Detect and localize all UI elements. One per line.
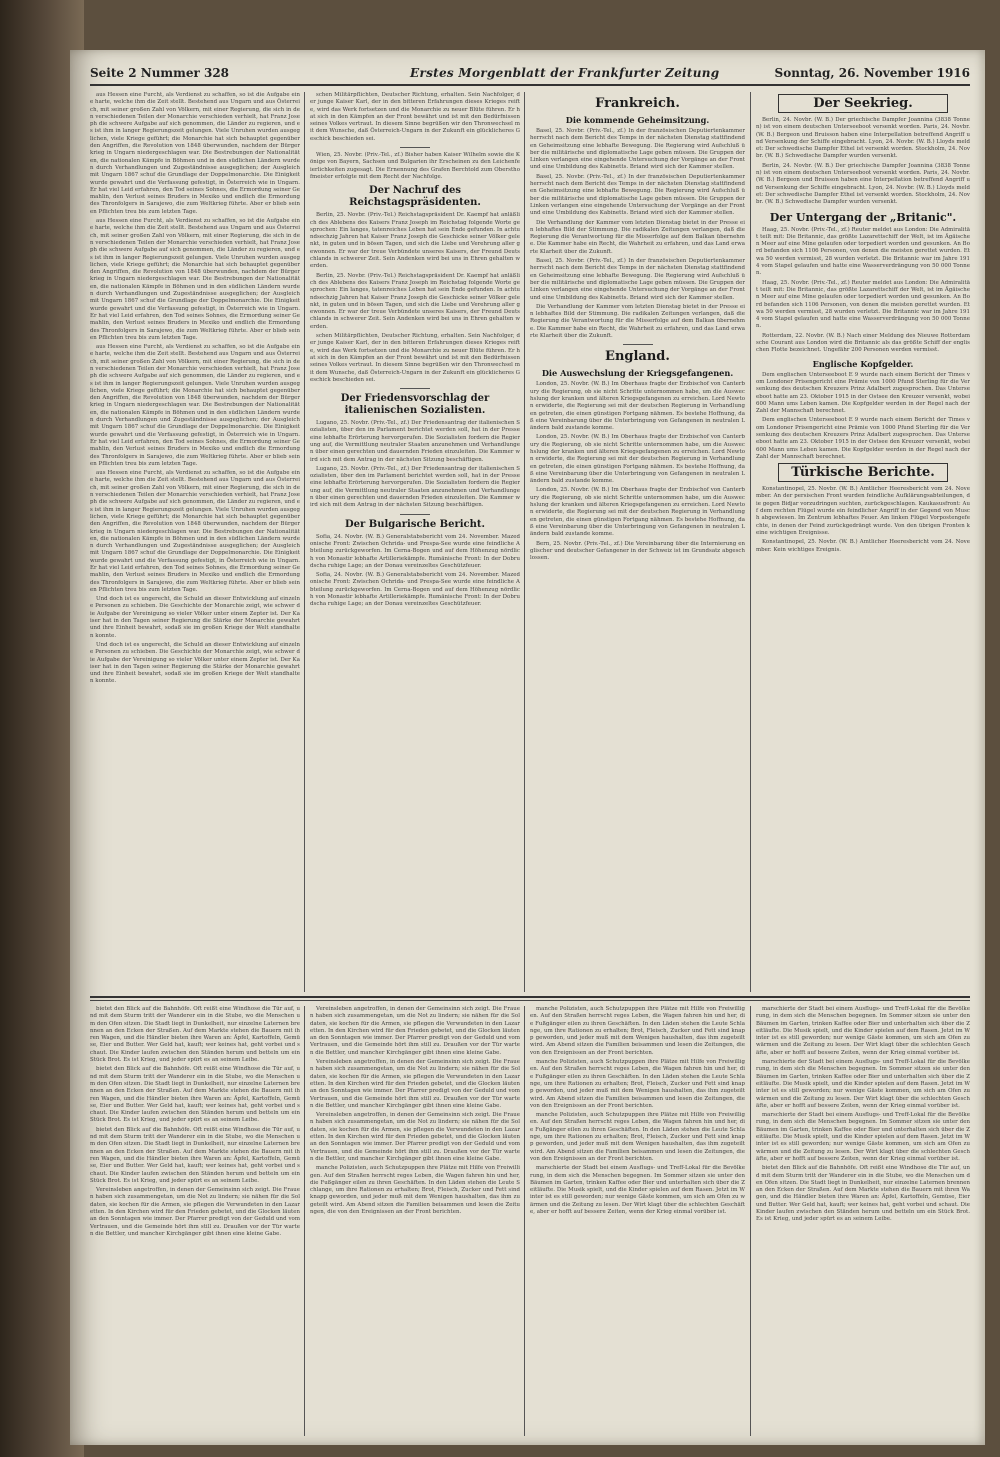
page-header [90,64,970,86]
article-title: Englische Kopfgelder. [812,358,914,369]
paragraph: Berlin, 24. Novbr. (W. B.) Der griechische Dampfer Joannina (3838 Tonnen) ist von einem deutschen Unterseeboot versenkt worden. Paris, 24. Novbr. (W. B.) Bergeon und Bruisson haben eine Interpellation betreffend Angriff und Versenkung der Schiffe eingebracht. Lyon, 24. Novbr. (W. B.) Lloyds meldet: Der schwedische Dampfer Ethel ist versenkt worden. Stockholm, 24. Novbr. (W. B.) Schwedische Dampfer wurden versenkt. [756,117,970,160]
issue-date: Sonntag, 26. November 1916 [774,66,970,80]
article-body [756,372,970,462]
column-1 [90,92,300,992]
column-4 [756,92,970,992]
paragraph: Lugano, 25. Novbr. (Priv.-Tel., zf.) Der Friedensantrag der italienischen Sozialisten, über den im Parlament berichtet werden soll, hat in der Presse eine lebhafte Erörterung hervorgerufen. Die Sozialisten fordern die Regierung auf, die Vermittlung neutraler Staaten anzunehmen und Verhandlungen über einen gerechten und dauernden Frieden einzuleiten. Die Kammer wird sich mit dem Antrag in der nächsten Sitzung beschäftigen. [310,465,520,509]
column-divider [524,1006,525,1436]
page-number: Seite 2 Nummer 328 [90,66,230,80]
article-body [310,1006,520,1216]
article-body [90,92,300,686]
feuilleton-column-1 [90,1006,300,1436]
paragraph: Vereinsleben angetroffen, in denen der Gemeinsinn sich zeigt. Die Frauen haben sich zusammengetan, um die Not zu lindern; sie nähen für die Soldaten, sie kochen für die Armen, sie pflegen die Verwundeten in den Lazaretten. In den Kirchen wird für den Frieden gebetet, und die Glocken läuten an den Sonntagen wie immer. Der Pfarrer predigt von der Geduld und vom Vertrauen, und die Gemeinde hört ihm still zu. Draußen vor der Tür warten die Bettler, und mancher Kirchgänger gibt ihnen eine kleine Gabe. [310,1112,520,1162]
divider [623,344,653,345]
paragraph: aus Hessen eine Furcht, als Verdienst zu schaffen, so ist die Aufgabe eine harte, welche ihm die Zeit stellt. Bestehend aus Ungarn und aus Österreich, mit seiner großen Zahl von Völkern, mit einer Regierung, die sich in den verschiedenen Teilen der Monarchie verschieden verhielt, hat Franz Joseph die schwere Aufgabe auf sich genommen, die Länder zu regieren, und es ist ihm in langer Regierungszeit gelungen. Viele Unruhen wurden ausgeglichen, viele Kriege geführt; die Monarchie hat sich behauptet gegenüber den Angriffen, die Revolution von 1848 überwunden, nachdem der Bürgerkrieg in Ungarn niedergeschlagen war. Die Bestrebungen der Nationalitäten, die nationalen Kämpfe in Böhmen und in den südlichen Ländern wurden durch Verhandlungen und Zugeständnisse ausgeglichen; der Ausgleich mit Ungarn 1867 schuf die Grundlage der Doppelmonarchie. Die Einigkeit wurde gewahrt und die Verfassung gefestigt, in Österreich wie in Ungarn. Er hat viel Leid erfahren, den Tod seines Sohnes, die Ermordung seiner Gemahlin, den Verlust seines Bruders in Mexiko und endlich die Ermordung des Thronfolgers in Sarajewo, die zum Weltkrieg führte. Aber er blieb seinen Pflichten treu bis zum letzten Tage. [90,470,300,593]
paragraph: Sofia, 24. Novbr. (W. B.) Generalstabsbericht vom 24. November. Mazedonische Front: Zwischen Ochrida- und Prespa-See wurde eine feindliche Abteilung zurückgeworfen. Im Cerna-Bogen und auf dem Höhenzug nördlich von Monastir lebhafte Artilleriekämpfe. Rumänische Front: In der Dobrudscha ruhige Lage; an der Donau vereinzeltes Geschützfeuer. [310,533,520,569]
paragraph: bietet den Blick auf die Bahnhöfe. Oft reißt eine Windhose die Tür auf, und mit dem Sturm tritt der Wanderer ein in die Stube, wo die Menschen um den Ofen sitzen. Die Stadt liegt in Dunkelheit, nur einzelne Laternen brennen an den Ecken der Straßen. Auf dem Markte stehen die Bauern mit ihren Wagen, und die Händler bieten ihre Waren an: Äpfel, Kartoffeln, Gemüse, Eier und Butter. Wer Geld hat, kauft; wer keines hat, geht vorbei und schaut. Die Kinder laufen zwischen den Ständen herum und betteln um ein Stück Brot. Es ist Krieg, und jeder spürt es an seinem Leibe. [756,1165,970,1223]
feuilleton-divider [90,996,970,998]
article-body [756,227,970,355]
paragraph: Basel, 25. Novbr. (Priv.-Tel., zf.) In der französischen Deputiertenkammer herrscht nach dem Bericht des Temps in der nächsten Dienstag stattfindenden Geheimsitzung eine lebhafte Bewegung. Die Regierung wird Aufschluß über die militärische und diplomatische Lage geben müssen. Die Gruppen der Linken verlangen eine eingehende Untersuchung der Vorgänge an der Front und eine Umbildung des Kabinetts. Briand wird sich der Kammer stellen. [530,258,745,301]
article-body [530,1006,745,1216]
column-2 [310,92,520,992]
paragraph: manche Polizisten, auch Schutzpuppen ihre Plätze mit Hilfe von Freiwilligen. Auf den Straßen herrscht reges Leben, die Wagen fahren hin und her, die Fußgänger eilen zu ihren Geschäften. In den Läden stehen die Leute Schlange, um ihre Rationen zu erhalten; Brot, Fleisch, Zucker und Fett sind knapp geworden, und jeder muß mit dem Wenigen haushalten, das ihm zugeteilt wird. Am Abend sitzen die Familien beisammen und lesen die Zeitungen, die von den Ereignissen an der Front berichten. [530,1006,745,1056]
paragraph: Konstantinopel, 25. Novbr. (W. B.) Amtlicher Heeresbericht vom 24. November. An der persischen Front wurden feindliche Aufklärungsabteilungen, die gegen Bidjar vorzudringen suchten, zurückgeschlagen. Kaukasusfront: Auf dem rechten Flügel wurde ein feindlicher Angriff in der Gegend von Musch abgewiesen. Im Zentrum lebhaftes Feuer. Am linken Flügel Vorpostengefechte, in denen der Feind zurückgedrängt wurde. Von den übrigen Fronten keine wichtigen Ereignisse. [756,486,970,536]
divider [400,147,430,148]
article-body [310,420,520,510]
paragraph: marschierte der Stadt bei einem Ausflugs- und Treff-Lokal für die Bevölkerung, in dem sich die Menschen begegnen. Im Sommer sitzen sie unter den Bäumen im Garten, trinken Kaffee oder Bier und unterhalten sich über die Zeitläufte. Die Musik spielt, und die Kinder spielen auf dem Rasen. Jetzt im Winter ist es still geworden; nur wenige Gäste kommen, um sich am Ofen zu wärmen und die Zeitung zu lesen. Der Wirt klagt über die schlechten Geschäfte, aber er hofft auf bessere Zeiten, wenn der Krieg einmal vorüber ist. [530,1165,745,1216]
paragraph: Lugano, 25. Novbr. (Priv.-Tel., zf.) Der Friedensantrag der italienischen Sozialisten, über den im Parlament berichtet werden soll, hat in der Presse eine lebhafte Erörterung hervorgerufen. Die Sozialisten fordern die Regierung auf, die Vermittlung neutraler Staaten anzunehmen und Verhandlungen über einen gerechten und dauernden Frieden einzuleiten. Die Kammer wird sich mit dem Antrag in der nächsten Sitzung beschäftigen. [310,420,520,463]
paragraph: Die Verhandlung der Kammer vom letzten Dienstag bietet in der Presse ein lebhaftes Bild der Stimmung. Die radikalen Zeitungen verlangen, daß die Regierung die Verantwortung für die Misserfolge auf dem Balkan übernehme. Die Kammer habe ein Recht, die Wahrheit zu erfahren, und das Land erwarte Klarheit über die Zukunft. [530,303,745,340]
paragraph: Haag, 25. Novbr. (Priv.-Tel., zf.) Reuter meldet aus London: Die Admiralität teilt mit: Die Britannic, das größte Lazarettschiff der Welt, ist im Ägäischen Meer auf eine Mine gelaufen oder torpediert worden und gesunken. An Bord befanden sich 1106 Personen, von denen die meisten gerettet wurden. Etwa 50 werden vermisst, 28 wurden verletzt. Die Britannic war im Jahre 1914 vom Stapel gelaufen und hatte eine Wasserverdrängung von 50 000 Tonnen. [756,226,970,277]
paragraph: London, 25. Novbr. (W. B.) Im Oberhaus fragte der Erzbischof von Canterbury die Regierung, ob sie nicht Schritte unternommen habe, um die Auswechslung der kranken und älteren Kriegsgefangenen zu erreichen. Lord Newton erwiderte, die Regierung sei mit der deutschen Regierung in Verhandlungen getreten, die einen günstigen Fortgang nähmen. Es bestehe Hoffnung, daß eine Vereinbarung über die Unterbringung von Gefangenen in neutralen Ländern bald zustande komme. [530,487,745,538]
feuilleton-column-4 [756,1006,970,1436]
article-title: Die kommende Geheimsitzung. [565,115,710,125]
divider [400,388,430,389]
paragraph: Vereinsleben angetroffen, in denen der Gemeinsinn sich zeigt. Die Frauen haben sich zusammengetan, um die Not zu lindern; sie nähen für die Soldaten, sie kochen für die Armen, sie pflegen die Verwundeten in den Lazaretten. In den Kirchen wird für den Frieden gebetet, und die Glocken läuten an den Sonntagen wie immer. Der Pfarrer predigt von der Geduld und vom Vertrauen, und die Gemeinde hört ihm still zu. Draußen vor der Tür warten die Bettler, und mancher Kirchgänger gibt ihnen eine kleine Gabe. [90,1187,300,1237]
article-body [756,1006,970,1224]
paragraph: bietet den Blick auf die Bahnhöfe. Oft reißt eine Windhose die Tür auf, und mit dem Sturm tritt der Wanderer ein in die Stube, wo die Menschen um den Ofen sitzen. Die Stadt liegt in Dunkelheit, nur einzelne Laternen brennen an den Ecken der Straßen. Auf dem Markte stehen die Bauern mit ihren Wagen, und die Händler bieten ihre Waren an: Äpfel, Kartoffeln, Gemüse, Eier und Butter. Wer Geld hat, kauft; wer keines hat, geht vorbei und schaut. Die Kinder laufen zwischen den Ständen herum und betteln um ein Stück Brot. Es ist Krieg, und jeder spürt es an seinem Leibe. [90,1006,300,1064]
paragraph: marschierte der Stadt bei einem Ausflugs- und Treff-Lokal für die Bevölkerung, in dem sich die Menschen begegnen. Im Sommer sitzen sie unter den Bäumen im Garten, trinken Kaffee oder Bier und unterhalten sich über die Zeitläufte. Die Musik spielt, und die Kinder spielen auf dem Rasen. Jetzt im Winter ist es still geworden; nur wenige Gäste kommen, um sich am Ofen zu wärmen und die Zeitung zu lesen. Der Wirt klagt über die schlechten Geschäfte, aber er hofft auf bessere Zeiten, wenn der Krieg einmal vorüber ist. [756,1112,970,1162]
article-title: Der Bulgarische Bericht. [344,518,486,530]
section-heading: Türkische Berichte. [778,463,948,482]
article-body [90,1006,300,1238]
paragraph: schen Militärpflichten, Deutscher Richtung, erhalten. Sein Nachfolger, der junge Kaiser Karl, der in den bitteren Erfahrungen dieses Krieges reifte, wird das Werk fortsetzen und die Monarchie zu neuer Blüte führen. Er hat sich in den Kämpfen an der Front bewährt und ist mit den Bedürfnissen seines Volkes vertraut. In diesem Sinne begrüßen wir den Thronwechsel mit dem Wunsche, daß Österreich-Ungarn in der Zukunft ein glücklicheres Geschick beschieden sei. [310,92,520,142]
paragraph: schen Militärpflichten, Deutscher Richtung, erhalten. Sein Nachfolger, der junge Kaiser Karl, der in den bitteren Erfahrungen dieses Krieges reifte, wird das Werk fortsetzen und die Monarchie zu neuer Blüte führen. Er hat sich in den Kämpfen an der Front bewährt und ist mit den Bedürfnissen seines Volkes vertraut. In diesem Sinne begrüßen wir den Thronwechsel mit dem Wunsche, daß Österreich-Ungarn in der Zukunft ein glücklicheres Geschick beschieden sei. [310,333,520,383]
paragraph: Basel, 25. Novbr. (Priv.-Tel., zf.) In der französischen Deputiertenkammer herrscht nach dem Bericht des Temps in der nächsten Dienstag stattfindenden Geheimsitzung eine lebhafte Bewegung. Die Regierung wird Aufschluß über die militärische und diplomatische Lage geben müssen. Die Gruppen der Linken verlangen eine eingehende Untersuchung der Vorgänge an der Front und eine Umbildung des Kabinetts. Briand wird sich der Kammer stellen. [530,128,745,171]
column-divider [750,92,751,992]
paragraph: London, 25. Novbr. (W. B.) Im Oberhaus fragte der Erzbischof von Canterbury die Regierung, ob sie nicht Schritte unternommen habe, um die Auswechslung der kranken und älteren Kriegsgefangenen zu erreichen. Lord Newton erwiderte, die Regierung sei mit der deutschen Regierung in Verhandlungen getreten, die einen günstigen Fortgang nähmen. Es bestehe Hoffnung, daß eine Vereinbarung über die Unterbringung von Gefangenen in neutralen Ländern bald zustande komme. [530,381,745,432]
column-divider [304,1006,305,1436]
section-heading: Der Seekrieg. [778,94,948,113]
article-title: Der Friedensvorschlag der italienischen Sozialisten. [340,393,490,417]
paragraph: aus Hessen eine Furcht, als Verdienst zu schaffen, so ist die Aufgabe eine harte, welche ihm die Zeit stellt. Bestehend aus Ungarn und aus Österreich, mit seiner großen Zahl von Völkern, mit einer Regierung, die sich in den verschiedenen Teilen der Monarchie verschieden verhielt, hat Franz Joseph die schwere Aufgabe auf sich genommen, die Länder zu regieren, und es ist ihm in langer Regierungszeit gelungen. Viele Unruhen wurden ausgeglichen, viele Kriege geführt; die Monarchie hat sich behauptet gegenüber den Angriffen, die Revolution von 1848 überwunden, nachdem der Bürgerkrieg in Ungarn niedergeschlagen war. Die Bestrebungen der Nationalitäten, die nationalen Kämpfe in Böhmen und in den südlichen Ländern wurden durch Verhandlungen und Zugeständnisse ausgeglichen; der Ausgleich mit Ungarn 1867 schuf die Grundlage der Doppelmonarchie. Die Einigkeit wurde gewahrt und die Verfassung gefestigt, in Österreich wie in Ungarn. Er hat viel Leid erfahren, den Tod seines Sohnes, die Ermordung seiner Gemahlin, den Verlust seines Bruders in Mexiko und endlich die Ermordung des Thronfolgers in Sarajewo, die zum Weltkrieg führte. Aber er blieb seinen Pflichten treu bis zum letzten Tage. [90,92,300,215]
section-heading: Frankreich. [595,96,680,111]
article-body [530,381,745,562]
paragraph: Dem englischen Unterseeboot E 9 wurde nach einem Bericht der Times vom Londoner Prisengericht eine Prämie von 1000 Pfund Sterling für die Versenkung des deutschen Kreuzers Prinz Adalbert zugesprochen. Das Unterseeboot hatte am 23. Oktober 1915 in der Ostsee den Kreuzer versenkt, wobei 600 Mann ums Leben kamen. Die Kopfgelder werden in der Regel nach der Zahl der Mannschaft berechnet. [756,417,970,460]
paragraph: Und doch ist es ungerecht, die Schuld an dieser Entwicklung auf einzelne Personen zu schieben. Die Geschichte der Monarchie zeigt, wie schwer die Aufgabe der Vereinigung so vieler Völker unter einem Zepter ist. Der Kaiser hat in den Tagen seiner Regierung die Stärke der Monarchie gewahrt und ihre Einheit bewahrt, sodaß sie im großen Kriege der Welt standhalten konnte. [90,596,300,639]
paragraph: aus Hessen eine Furcht, als Verdienst zu schaffen, so ist die Aufgabe eine harte, welche ihm die Zeit stellt. Bestehend aus Ungarn und aus Österreich, mit seiner großen Zahl von Völkern, mit einer Regierung, die sich in den verschiedenen Teilen der Monarchie verschieden verhielt, hat Franz Joseph die schwere Aufgabe auf sich genommen, die Länder zu regieren, und es ist ihm in langer Regierungszeit gelungen. Viele Unruhen wurden ausgeglichen, viele Kriege geführt; die Monarchie hat sich behauptet gegenüber den Angriffen, die Revolution von 1848 überwunden, nachdem der Bürgerkrieg in Ungarn niedergeschlagen war. Die Bestrebungen der Nationalitäten, die nationalen Kämpfe in Böhmen und in den südlichen Ländern wurden durch Verhandlungen und Zugeständnisse ausgeglichen; der Ausgleich mit Ungarn 1867 schuf die Grundlage der Doppelmonarchie. Die Einigkeit wurde gewahrt und die Verfassung gefestigt, in Österreich wie in Ungarn. Er hat viel Leid erfahren, den Tod seines Sohnes, die Ermordung seiner Gemahlin, den Verlust seines Bruders in Mexiko und endlich die Ermordung des Thronfolgers in Sarajewo, die zum Weltkrieg führte. Aber er blieb seinen Pflichten treu bis zum letzten Tage. [90,344,300,467]
paragraph: aus Hessen eine Furcht, als Verdienst zu schaffen, so ist die Aufgabe eine harte, welche ihm die Zeit stellt. Bestehend aus Ungarn und aus Österreich, mit seiner großen Zahl von Völkern, mit einer Regierung, die sich in den verschiedenen Teilen der Monarchie verschieden verhielt, hat Franz Joseph die schwere Aufgabe auf sich genommen, die Länder zu regieren, und es ist ihm in langer Regierungszeit gelungen. Viele Unruhen wurden ausgeglichen, viele Kriege geführt; die Monarchie hat sich behauptet gegenüber den Angriffen, die Revolution von 1848 überwunden, nachdem der Bürgerkrieg in Ungarn niedergeschlagen war. Die Bestrebungen der Nationalitäten, die nationalen Kämpfe in Böhmen und in den südlichen Ländern wurden durch Verhandlungen und Zugeständnisse ausgeglichen; der Ausgleich mit Ungarn 1867 schuf die Grundlage der Doppelmonarchie. Die Einigkeit wurde gewahrt und die Verfassung gefestigt, in Österreich wie in Ungarn. Er hat viel Leid erfahren, den Tod seines Sohnes, die Ermordung seiner Gemahlin, den Verlust seines Bruders in Mexiko und endlich die Ermordung des Thronfolgers in Sarajewo, die zum Weltkrieg führte. Aber er blieb seinen Pflichten treu bis zum letzten Tage. [90,218,300,341]
paragraph: Haag, 25. Novbr. (Priv.-Tel., zf.) Reuter meldet aus London: Die Admiralität teilt mit: Die Britannic, das größte Lazarettschiff der Welt, ist im Ägäischen Meer auf eine Mine gelaufen oder torpediert worden und gesunken. An Bord befanden sich 1106 Personen, von denen die meisten gerettet wurden. Etwa 50 werden vermisst, 28 wurden verletzt. Die Britannic war im Jahre 1914 vom Stapel gelaufen und hatte eine Wasserverdrängung von 50 000 Tonnen. [756,279,970,330]
paragraph: manche Polizisten, auch Schutzpuppen ihre Plätze mit Hilfe von Freiwilligen. Auf den Straßen herrscht reges Leben, die Wagen fahren hin und her, die Fußgänger eilen zu ihren Geschäften. In den Läden stehen die Leute Schlange, um ihre Rationen zu erhalten; Brot, Fleisch, Zucker und Fett sind knapp geworden, und jeder muß mit dem Wenigen haushalten, das ihm zugeteilt wird. Am Abend sitzen die Familien beisammen und lesen die Zeitungen, die von den Ereignissen an der Front berichten. [530,1112,745,1162]
newspaper-page [70,50,985,1445]
paragraph: Rotterdam, 22. Novbr. (W. B.) Nach einer Meldung des Nieuwe Rotterdamsche Courant aus London wird die Britannic als das größte Schiff der englischen Flotte bezeichnet. Ungefähr 200 Personen werden vermisst. [756,332,970,354]
column-3 [530,92,745,992]
column-divider [304,92,305,992]
article-title: Der Untergang der „Britanic". [769,210,957,224]
paragraph: Berlin, 25. Novbr. (Priv.-Tel.) Reichstagspräsident Dr. Kaempf hat anläßlich des Ablebens des Kaisers Franz Joseph im Reichstag folgende Worte gesprochen: Ein langes, tatenreiches Leben hat sein Ende gefunden. In achtundsechzig Jahren hat Kaiser Franz Joseph die Geschicke seiner Völker gelenkt, in guten und in bösen Tagen, und sich die Liebe und Verehrung aller gewonnen. Er war der treue Verbündete unseres Kaisers, der Freund Deutschlands in schwerer Zeit. Sein Andenken wird bei uns in Ehren gehalten werden. [310,272,520,330]
article-body [310,534,520,609]
feuilleton-column-2 [310,1006,520,1436]
article-body [310,92,520,143]
paragraph: Berlin, 24. Novbr. (W. B.) Der griechische Dampfer Joannina (3838 Tonnen) ist von einem deutschen Unterseeboot versenkt worden. Paris, 24. Novbr. (W. B.) Bergeon und Bruisson haben eine Interpellation betreffend Angriff und Versenkung der Schiffe eingebracht. Lyon, 24. Novbr. (W. B.) Lloyds meldet: Der schwedische Dampfer Ethel ist versenkt worden. Stockholm, 24. Novbr. (W. B.) Schwedische Dampfer wurden versenkt. [756,162,970,206]
article-body [310,212,520,384]
paragraph: Dem englischen Unterseeboot E 9 wurde nach einem Bericht der Times vom Londoner Prisengericht eine Prämie von 1000 Pfund Sterling für die Versenkung des deutschen Kreuzers Prinz Adalbert zugesprochen. Das Unterseeboot hatte am 23. Oktober 1915 in der Ostsee den Kreuzer versenkt, wobei 600 Mann ums Leben kamen. Die Kopfgelder werden in der Regel nach der Zahl der Mannschaft berechnet. [756,371,970,415]
article-title: Die Auswechslung der Kriegsgefangenen. [541,368,734,379]
paragraph: bietet den Blick auf die Bahnhöfe. Oft reißt eine Windhose die Tür auf, und mit dem Sturm tritt der Wanderer ein in die Stube, wo die Menschen um den Ofen sitzen. Die Stadt liegt in Dunkelheit, nur einzelne Laternen brennen an den Ecken der Straßen. Auf dem Markte stehen die Bauern mit ihren Wagen, und die Händler bieten ihre Waren an: Äpfel, Kartoffeln, Gemüse, Eier und Butter. Wer Geld hat, kauft; wer keines hat, geht vorbei und schaut. Die Kinder laufen zwischen den Ständen herum und betteln um ein Stück Brot. Es ist Krieg, und jeder spürt es an seinem Leibe. [90,1066,300,1124]
divider [400,514,430,515]
paragraph: Vereinsleben angetroffen, in denen der Gemeinsinn sich zeigt. Die Frauen haben sich zusammengetan, um die Not zu lindern; sie nähen für die Soldaten, sie kochen für die Armen, sie pflegen die Verwundeten in den Lazaretten. In den Kirchen wird für den Frieden gebetet, und die Glocken läuten an den Sonntagen wie immer. Der Pfarrer predigt von der Geduld und vom Vertrauen, und die Gemeinde hört ihm still zu. Draußen vor der Tür warten die Bettler, und mancher Kirchgänger gibt ihnen eine kleine Gabe. [310,1006,520,1056]
newspaper-title: Erstes Morgenblatt der Frankfurter Zeitung [410,66,720,80]
feuilleton-column-3 [530,1006,745,1436]
column-divider [524,92,525,992]
paragraph: Sofia, 24. Novbr. (W. B.) Generalstabsbericht vom 24. November. Mazedonische Front: Zwischen Ochrida- und Prespa-See wurde eine feindliche Abteilung zurückgeworfen. Im Cerna-Bogen und auf dem Höhenzug nördlich von Monastir lebhafte Artilleriekämpfe. Rumänische Front: In der Dobrudscha ruhige Lage; an der Donau vereinzeltes Geschützfeuer. [310,572,520,608]
paragraph: Konstantinopel, 25. Novbr. (W. B.) Amtlicher Heeresbericht vom 24. November. Kein wichtiges Ereignis. [756,539,970,553]
article-body [530,128,745,340]
paragraph: bietet den Blick auf die Bahnhöfe. Oft reißt eine Windhose die Tür auf, und mit dem Sturm tritt der Wanderer ein in die Stube, wo die Menschen um den Ofen sitzen. Die Stadt liegt in Dunkelheit, nur einzelne Laternen brennen an den Ecken der Straßen. Auf dem Markte stehen die Bauern mit ihren Wagen, und die Händler bieten ihre Waren an: Äpfel, Kartoffeln, Gemüse, Eier und Butter. Wer Geld hat, kauft; wer keines hat, geht vorbei und schaut. Die Kinder laufen zwischen den Ständen herum und betteln um ein Stück Brot. Es ist Krieg, und jeder spürt es an seinem Leibe. [90,1126,300,1184]
paragraph: London, 25. Novbr. (W. B.) Im Oberhaus fragte der Erzbischof von Canterbury die Regierung, ob sie nicht Schritte unternommen habe, um die Auswechslung der kranken und älteren Kriegsgefangenen zu erreichen. Lord Newton erwiderte, die Regierung sei mit der deutschen Regierung in Verhandlungen getreten, die einen günstigen Fortgang nähmen. Es bestehe Hoffnung, daß eine Vereinbarung über die Unterbringung von Gefangenen in neutralen Ländern bald zustande komme. [530,434,745,485]
article-body [310,152,520,181]
paragraph: manche Polizisten, auch Schutzpuppen ihre Plätze mit Hilfe von Freiwilligen. Auf den Straßen herrscht reges Leben, die Wagen fahren hin und her, die Fußgänger eilen zu ihren Geschäften. In den Läden stehen die Leute Schlange, um ihre Rationen zu erhalten; Brot, Fleisch, Zucker und Fett sind knapp geworden, und jeder muß mit dem Wenigen haushalten, das ihm zugeteilt wird. Am Abend sitzen die Familien beisammen und lesen die Zeitungen, die von den Ereignissen an der Front berichten. [530,1059,745,1109]
paragraph: marschierte der Stadt bei einem Ausflugs- und Treff-Lokal für die Bevölkerung, in dem sich die Menschen begegnen. Im Sommer sitzen sie unter den Bäumen im Garten, trinken Kaffee oder Bier und unterhalten sich über die Zeitläufte. Die Musik spielt, und die Kinder spielen auf dem Rasen. Jetzt im Winter ist es still geworden; nur wenige Gäste kommen, um sich am Ofen zu wärmen und die Zeitung zu lesen. Der Wirt klagt über die schlechten Geschäfte, aber er hofft auf bessere Zeiten, wenn der Krieg einmal vorüber ist. [756,1059,970,1109]
paragraph: Vereinsleben angetroffen, in denen der Gemeinsinn sich zeigt. Die Frauen haben sich zusammengetan, um die Not zu lindern; sie nähen für die Soldaten, sie kochen für die Armen, sie pflegen die Verwundeten in den Lazaretten. In den Kirchen wird für den Frieden gebetet, und die Glocken läuten an den Sonntagen wie immer. Der Pfarrer predigt von der Geduld und vom Vertrauen, und die Gemeinde hört ihm still zu. Draußen vor der Tür warten die Bettler, und mancher Kirchgänger gibt ihnen eine kleine Gabe. [310,1059,520,1109]
article-body [756,486,970,554]
paragraph: Wien, 25. Novbr. (Priv.-Tel., zf.) Bisher haben Kaiser Wilhelm sowie die Könige von Bayern, Sachsen und Bulgarien ihr Erscheinen zu den Leichenfeierlichkeiten zugesagt. Die Ernennung des Grafen Berchtold zum Obersthofmeister erfolgte mit dem Recht der Nachfolge. [310,152,520,180]
paragraph: marschierte der Stadt bei einem Ausflugs- und Treff-Lokal für die Bevölkerung, in dem sich die Menschen begegnen. Im Sommer sitzen sie unter den Bäumen im Garten, trinken Kaffee oder Bier und unterhalten sich über die Zeitläufte. Die Musik spielt, und die Kinder spielen auf dem Rasen. Jetzt im Winter ist es still geworden; nur wenige Gäste kommen, um sich am Ofen zu wärmen und die Zeitung zu lesen. Der Wirt klagt über die schlechten Geschäfte, aber er hofft auf bessere Zeiten, wenn der Krieg einmal vorüber ist. [756,1006,970,1056]
section-heading: England. [605,349,670,365]
paragraph: Basel, 25. Novbr. (Priv.-Tel., zf.) In der französischen Deputiertenkammer herrscht nach dem Bericht des Temps in der nächsten Dienstag stattfindenden Geheimsitzung eine lebhafte Bewegung. Die Regierung wird Aufschluß über die militärische und diplomatische Lage geben müssen. Die Gruppen der Linken verlangen eine eingehende Untersuchung der Vorgänge an der Front und eine Umbildung des Kabinetts. Briand wird sich der Kammer stellen. [530,173,745,217]
paragraph: Berlin, 25. Novbr. (Priv.-Tel.) Reichstagspräsident Dr. Kaempf hat anläßlich des Ablebens des Kaisers Franz Joseph im Reichstag folgende Worte gesprochen: Ein langes, tatenreiches Leben hat sein Ende gefunden. In achtundsechzig Jahren hat Kaiser Franz Joseph die Geschicke seiner Völker gelenkt, in guten und in bösen Tagen, und sich die Liebe und Verehrung aller gewonnen. Er war der treue Verbündete unseres Kaisers, der Freund Deutschlands in schwerer Zeit. Sein Andenken wird bei uns in Ehren gehalten werden. [310,212,520,270]
article-body [756,117,970,207]
paragraph: Bern, 25. Novbr. (Priv.-Tel., zf.) Die Vereinbarung über die Internierung englischer und deutscher Gefangener in der Schweiz ist im Grundsatz abgeschlossen. [530,540,745,562]
feuilleton-divider [90,1000,970,1001]
article-title: Der Nachruf des Reichstagspräsidenten. [349,185,481,209]
paragraph: Die Verhandlung der Kammer vom letzten Dienstag bietet in der Presse ein lebhaftes Bild der Stimmung. Die radikalen Zeitungen verlangen, daß die Regierung die Verantwortung für die Misserfolge auf dem Balkan übernehme. Die Kammer habe ein Recht, die Wahrheit zu erfahren, und das Land erwarte Klarheit über die Zukunft. [530,219,745,255]
paragraph: Und doch ist es ungerecht, die Schuld an dieser Entwicklung auf einzelne Personen zu schieben. Die Geschichte der Monarchie zeigt, wie schwer die Aufgabe der Vereinigung so vieler Völker unter einem Zepter ist. Der Kaiser hat in den Tagen seiner Regierung die Stärke der Monarchie gewahrt und ihre Einheit bewahrt, sodaß sie im großen Kriege der Welt standhalten konnte. [90,641,300,685]
column-divider [750,1006,751,1436]
paragraph: manche Polizisten, auch Schutzpuppen ihre Plätze mit Hilfe von Freiwilligen. Auf den Straßen herrscht reges Leben, die Wagen fahren hin und her, die Fußgänger eilen zu ihren Geschäften. In den Läden stehen die Leute Schlange, um ihre Rationen zu erhalten; Brot, Fleisch, Zucker und Fett sind knapp geworden, und jeder muß mit dem Wenigen haushalten, das ihm zugeteilt wird. Am Abend sitzen die Familien beisammen und lesen die Zeitungen, die von den Ereignissen an der Front berichten. [310,1165,520,1216]
